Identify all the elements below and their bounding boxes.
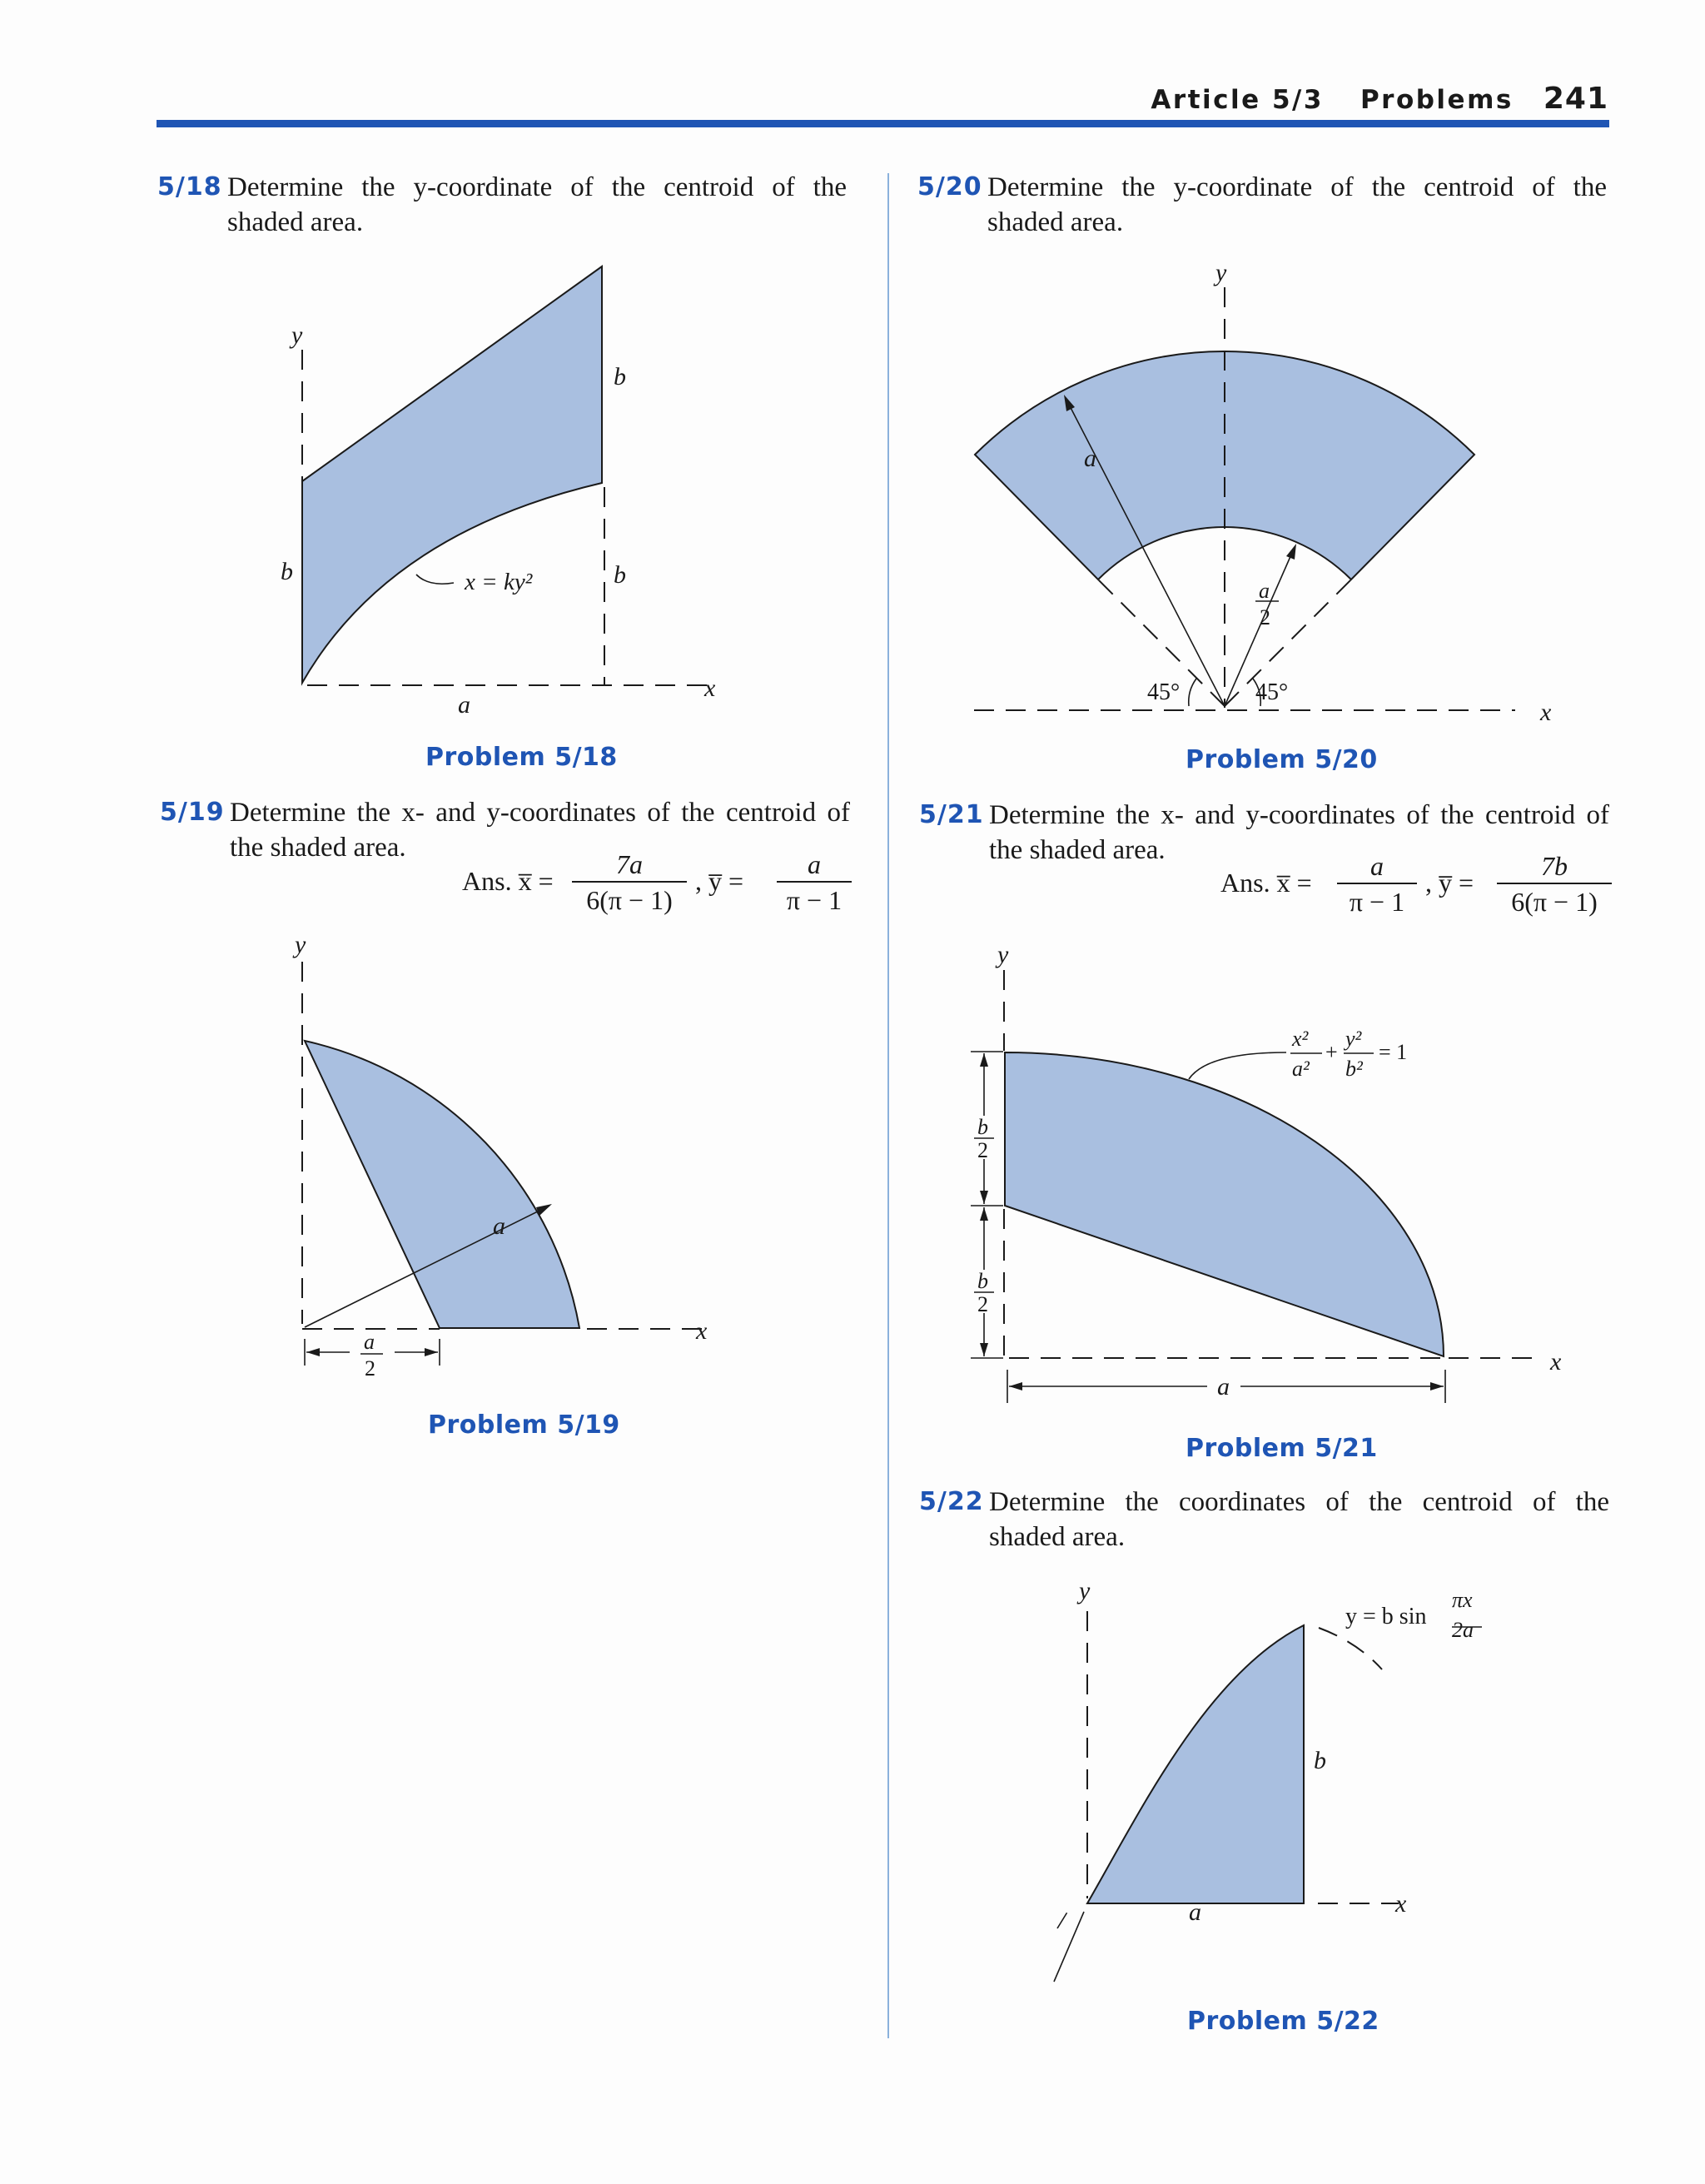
curve-equation: y = b sin [1345,1604,1427,1629]
radius-half-denominator: 2 [1260,605,1270,629]
equation-numerator: πx [1452,1588,1473,1612]
dimension-half-denominator: 2 [977,1138,988,1162]
axis-label-x: x [704,674,716,702]
curve-equation: x = ky² [465,569,533,595]
dimension-b: b [614,363,626,391]
problem-text: Determine the x- and y-coordinates of the centroid of [989,800,1609,830]
equation-term: a² [1292,1057,1310,1081]
dimension-b: b [614,561,626,589]
dimension-half-denominator: 2 [365,1356,375,1381]
problem-text: Determine the coordinates of the centroid of the [989,1487,1609,1517]
dimension-a: a [1217,1373,1230,1400]
equation-term: y² [1345,1027,1362,1051]
problem-text: shaded area. [987,207,1124,237]
equation-plus: + [1325,1040,1338,1064]
dimension-b: b [1314,1747,1326,1774]
problem-text: Determine the y-coordinate of the centroid of the [987,172,1607,202]
shaded-area [1087,1625,1304,1903]
denominator: 6(π − 1) [586,885,673,915]
answer-prefix: Ans. x̅ = [462,866,554,896]
problem-number: 5/19 [160,798,225,827]
figure-caption: Problem 5/20 [1186,745,1378,774]
numerator: 7a [616,849,643,879]
problem-text: shaded area. [227,207,364,237]
answer-separator: , y̅ = [695,866,744,896]
radius-label-a: a [493,1212,505,1240]
problem-text: Determine the x- and y-coordinates of the centroid of [230,798,850,828]
radius-half-numerator: a [1259,579,1270,603]
figure-caption: Problem 5/18 [425,743,618,772]
angle-label: 45° [1147,679,1181,705]
problem-text: Determine the y-coordinate of the centroid of the [227,172,847,202]
axis-label-y: y [295,931,306,958]
equation-rhs: = 1 [1379,1040,1408,1064]
denominator: π − 1 [1349,887,1405,917]
answer-prefix: Ans. x̅ = [1220,868,1312,898]
figure-caption: Problem 5/22 [1187,2007,1379,2036]
dimension-half-numerator: b [977,1269,988,1293]
denominator: 6(π − 1) [1511,887,1598,917]
problem-number: 5/20 [917,172,982,201]
angle-label: 45° [1255,679,1289,705]
axis-label-x: x [1550,1348,1562,1376]
numerator: a [808,849,821,879]
section-label: Problems [1360,85,1514,115]
figure-caption: Problem 5/21 [1186,1434,1378,1463]
equation-term: b² [1345,1057,1363,1081]
axis-label-y: y [291,321,303,349]
axis-label-x: x [1540,699,1552,726]
axis-label-x: x [696,1317,708,1345]
axis-label-y: y [1215,259,1227,286]
dimension-half-denominator: 2 [977,1292,988,1316]
numerator: 7b [1541,851,1568,881]
radius-label-a: a [1084,445,1096,472]
article-label: Article 5/3 [1151,85,1324,115]
axis-label-y: y [1079,1577,1091,1604]
equation-denominator: 2a [1452,1618,1474,1642]
problem-text: shaded area. [989,1522,1126,1552]
dimension-b: b [281,558,293,585]
problem-number: 5/22 [919,1487,984,1516]
denominator: π − 1 [786,885,843,915]
axis-label-x: x [1395,1890,1407,1918]
axis-label-y: y [997,941,1009,968]
page-number: 241 [1543,82,1608,116]
numerator: a [1370,851,1384,881]
problem-number: 5/18 [157,172,222,201]
equation-term: x² [1292,1027,1309,1051]
problem-text: the shaded area. [989,835,1166,865]
problem-text: the shaded area. [230,833,406,863]
dimension-a: a [1189,1898,1201,1926]
answer-separator: , y̅ = [1425,868,1474,898]
dimension-a: a [458,691,470,719]
figure-caption: Problem 5/19 [428,1410,620,1440]
problem-number: 5/21 [919,800,984,829]
dimension-half-numerator: b [977,1115,988,1139]
dimension-half-numerator: a [364,1330,375,1354]
